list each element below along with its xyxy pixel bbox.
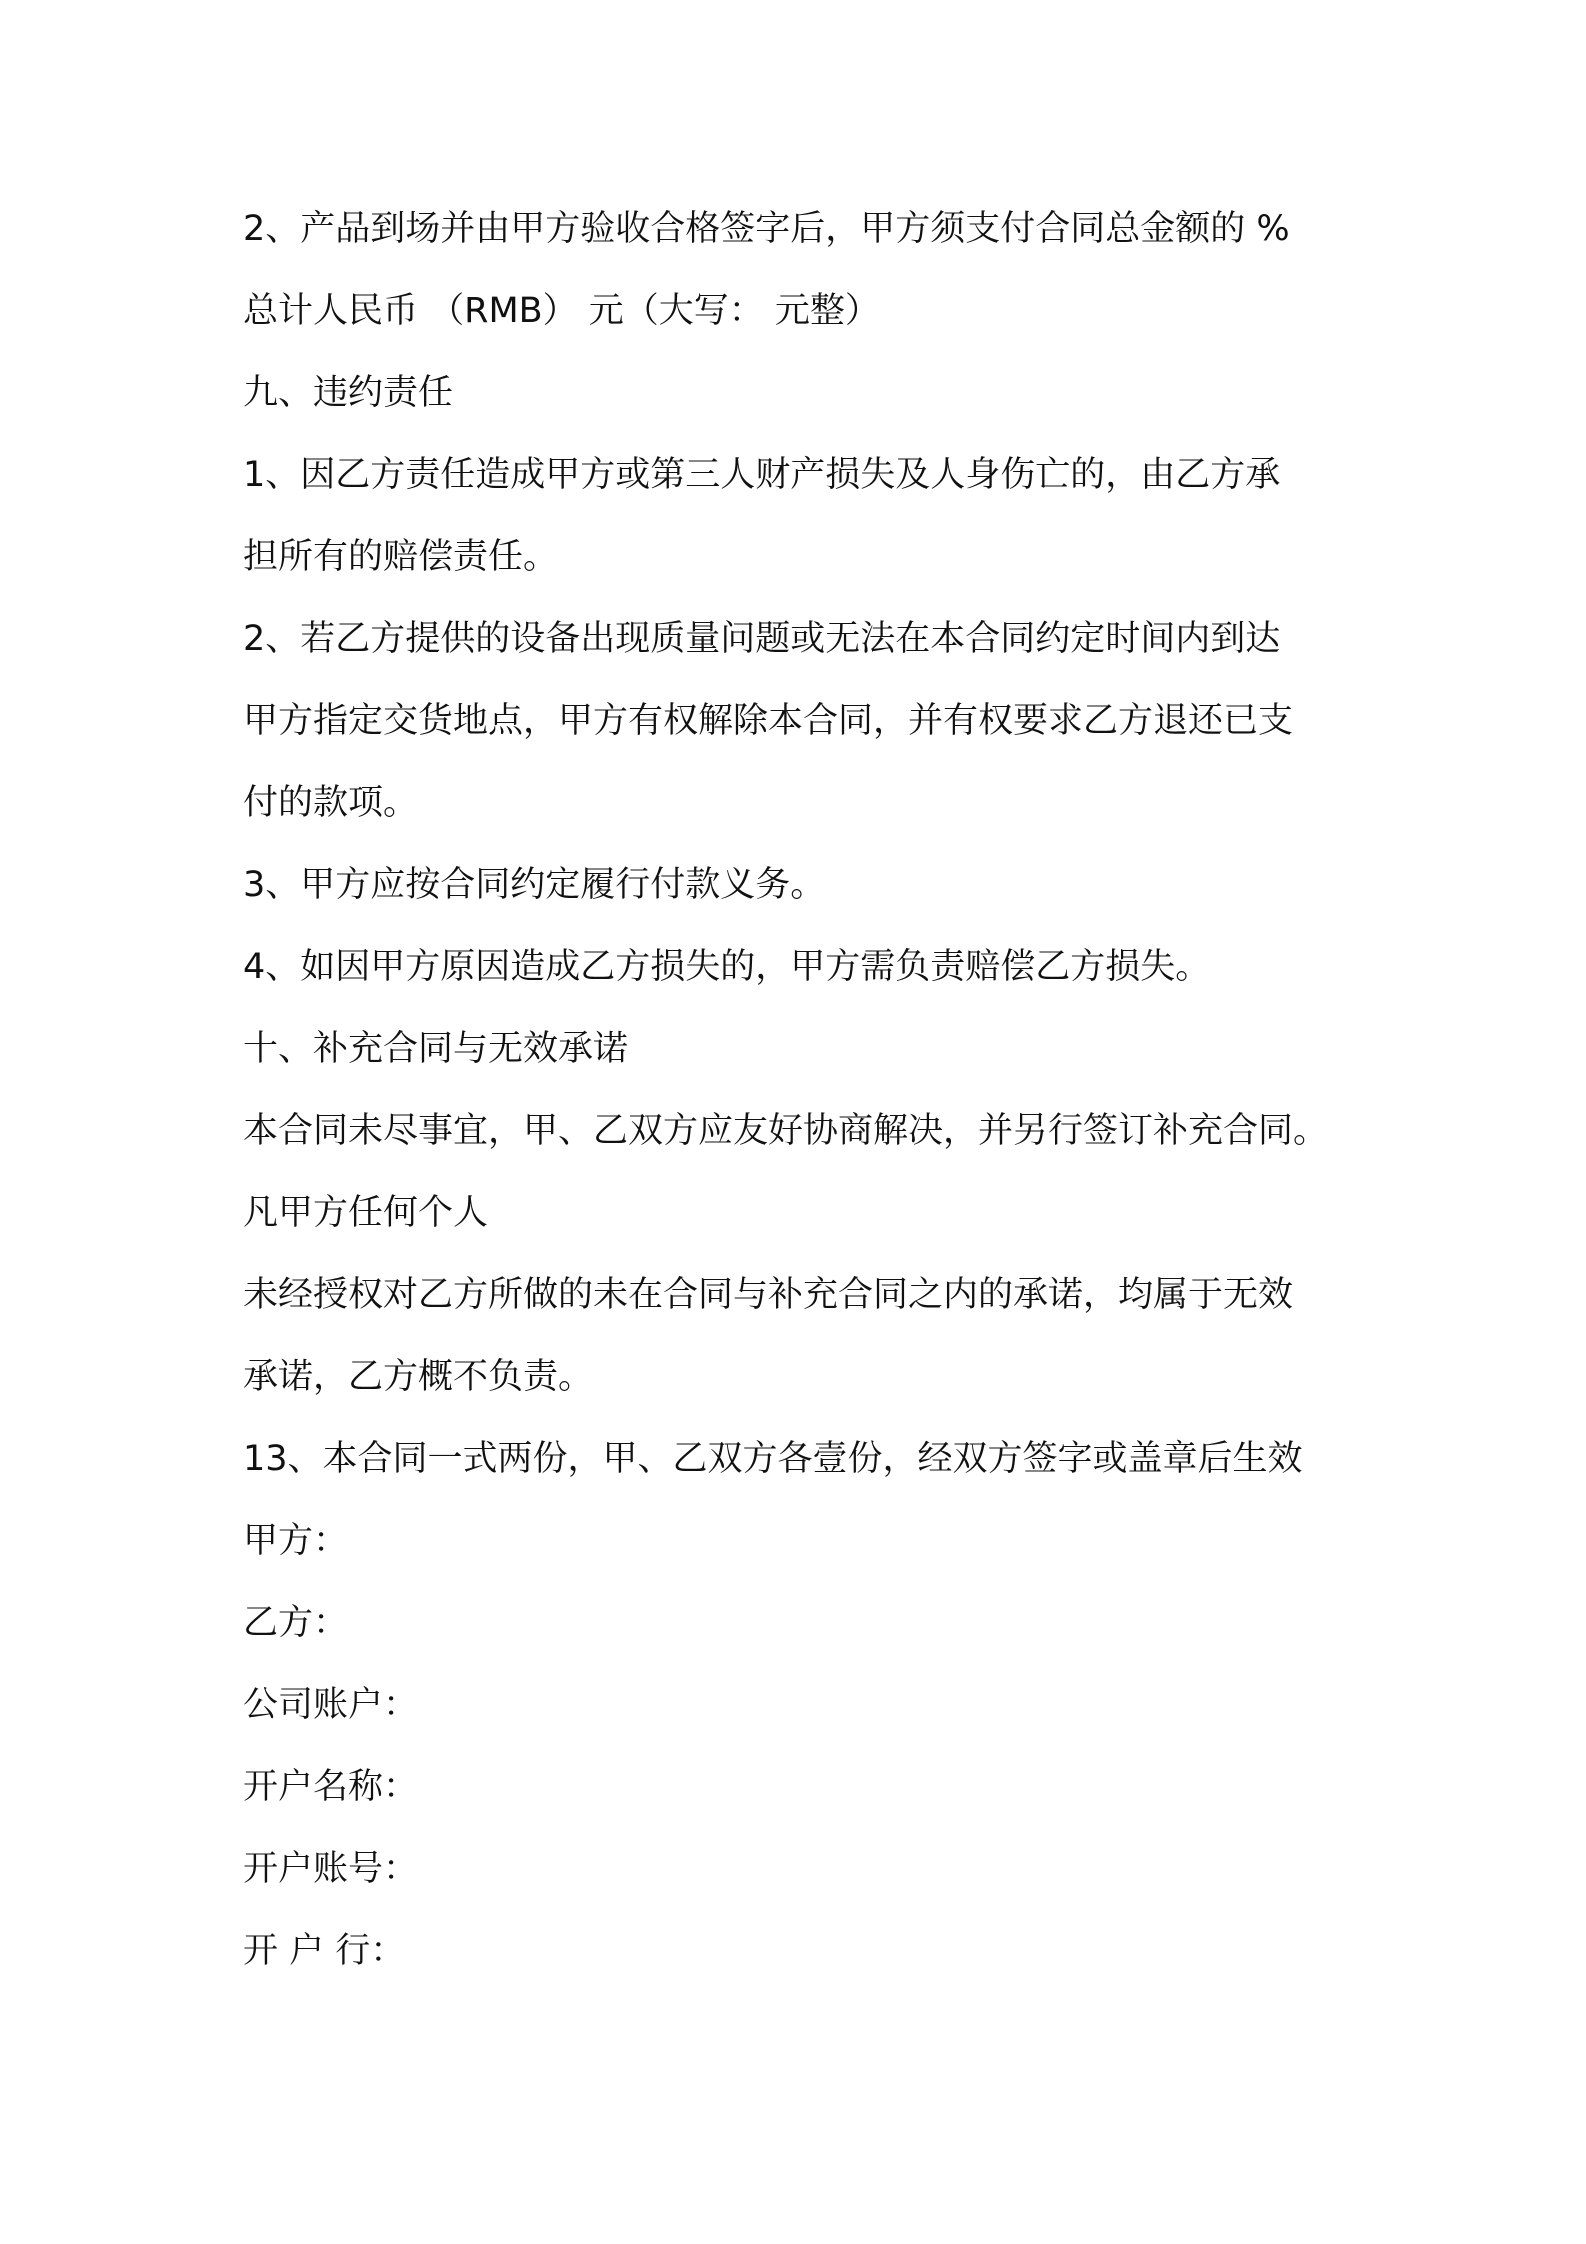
bank-label [243, 1927, 1373, 1975]
text-line: 公司账户： [243, 1685, 419, 1725]
text-line: 担所有的赔偿责任。 [243, 537, 559, 577]
text-line: 开 户 行： [243, 1931, 406, 1971]
clause-9-2-line-1 [243, 615, 1373, 663]
text-line: 3、甲方应按合同约定履行付款义务。 [243, 865, 826, 905]
text-line: 甲方指定交货地点，甲方有权解除本合同，并有权要求乙方退还已支 [243, 701, 1294, 741]
account-name-label [243, 1763, 1373, 1811]
section-heading-supplementary-contract [243, 1025, 1373, 1073]
text-line: 十、补充合同与无效承诺 [243, 1029, 629, 1069]
account-number-label [243, 1845, 1373, 1893]
text-line: 开户账号： [243, 1849, 419, 1889]
text-line: 2、产品到场并由甲方验收合格签字后，甲方须支付合同总金额的 % [243, 209, 1290, 249]
text-line: 4、如因甲方原因造成乙方损失的，甲方需负责赔偿乙方损失。 [243, 947, 1211, 987]
party-b-label [243, 1599, 1373, 1647]
text-line: 未经授权对乙方所做的未在合同与补充合同之内的承诺，均属于无效 [243, 1275, 1294, 1315]
clause-13 [243, 1435, 1373, 1483]
company-account-label [243, 1681, 1373, 1729]
text-line: 本合同未尽事宜，甲、乙双方应友好协商解决，并另行签订补充合同。 [243, 1111, 1329, 1151]
clause-10-line-4 [243, 1353, 1373, 1401]
clause-9-3 [243, 861, 1373, 909]
text-line: 凡甲方任何个人 [243, 1193, 489, 1233]
clause-10-line-3 [243, 1271, 1373, 1319]
text-line: 总计人民币 （RMB） 元（大写： 元整） [243, 291, 880, 331]
text-line: 甲方： [243, 1521, 349, 1561]
clause-9-1-line-2 [243, 533, 1373, 581]
clause-8-2-line-1 [243, 205, 1373, 253]
text-line: 13、本合同一式两份，甲、乙双方各壹份，经双方签字或盖章后生效 [243, 1439, 1303, 1479]
text-line: 乙方： [243, 1603, 349, 1643]
text-line: 开户名称： [243, 1767, 419, 1807]
clause-9-2-line-3 [243, 779, 1373, 827]
text-line: 1、因乙方责任造成甲方或第三人财产损失及人身伤亡的，由乙方承 [243, 455, 1281, 495]
text-line: 承诺，乙方概不负责。 [243, 1357, 594, 1397]
clause-10-line-1 [243, 1107, 1373, 1155]
clause-9-1-line-1 [243, 451, 1373, 499]
text-line: 2、若乙方提供的设备出现质量问题或无法在本合同约定时间内到达 [243, 619, 1281, 659]
clause-9-2-line-2 [243, 697, 1373, 745]
clause-8-2-line-2 [243, 287, 1373, 335]
clause-9-4 [243, 943, 1373, 991]
clause-10-line-2 [243, 1189, 1373, 1237]
section-heading-breach-liability [243, 369, 1373, 417]
party-a-label [243, 1517, 1373, 1565]
text-line: 九、违约责任 [243, 373, 454, 413]
text-line: 付的款项。 [243, 783, 419, 823]
